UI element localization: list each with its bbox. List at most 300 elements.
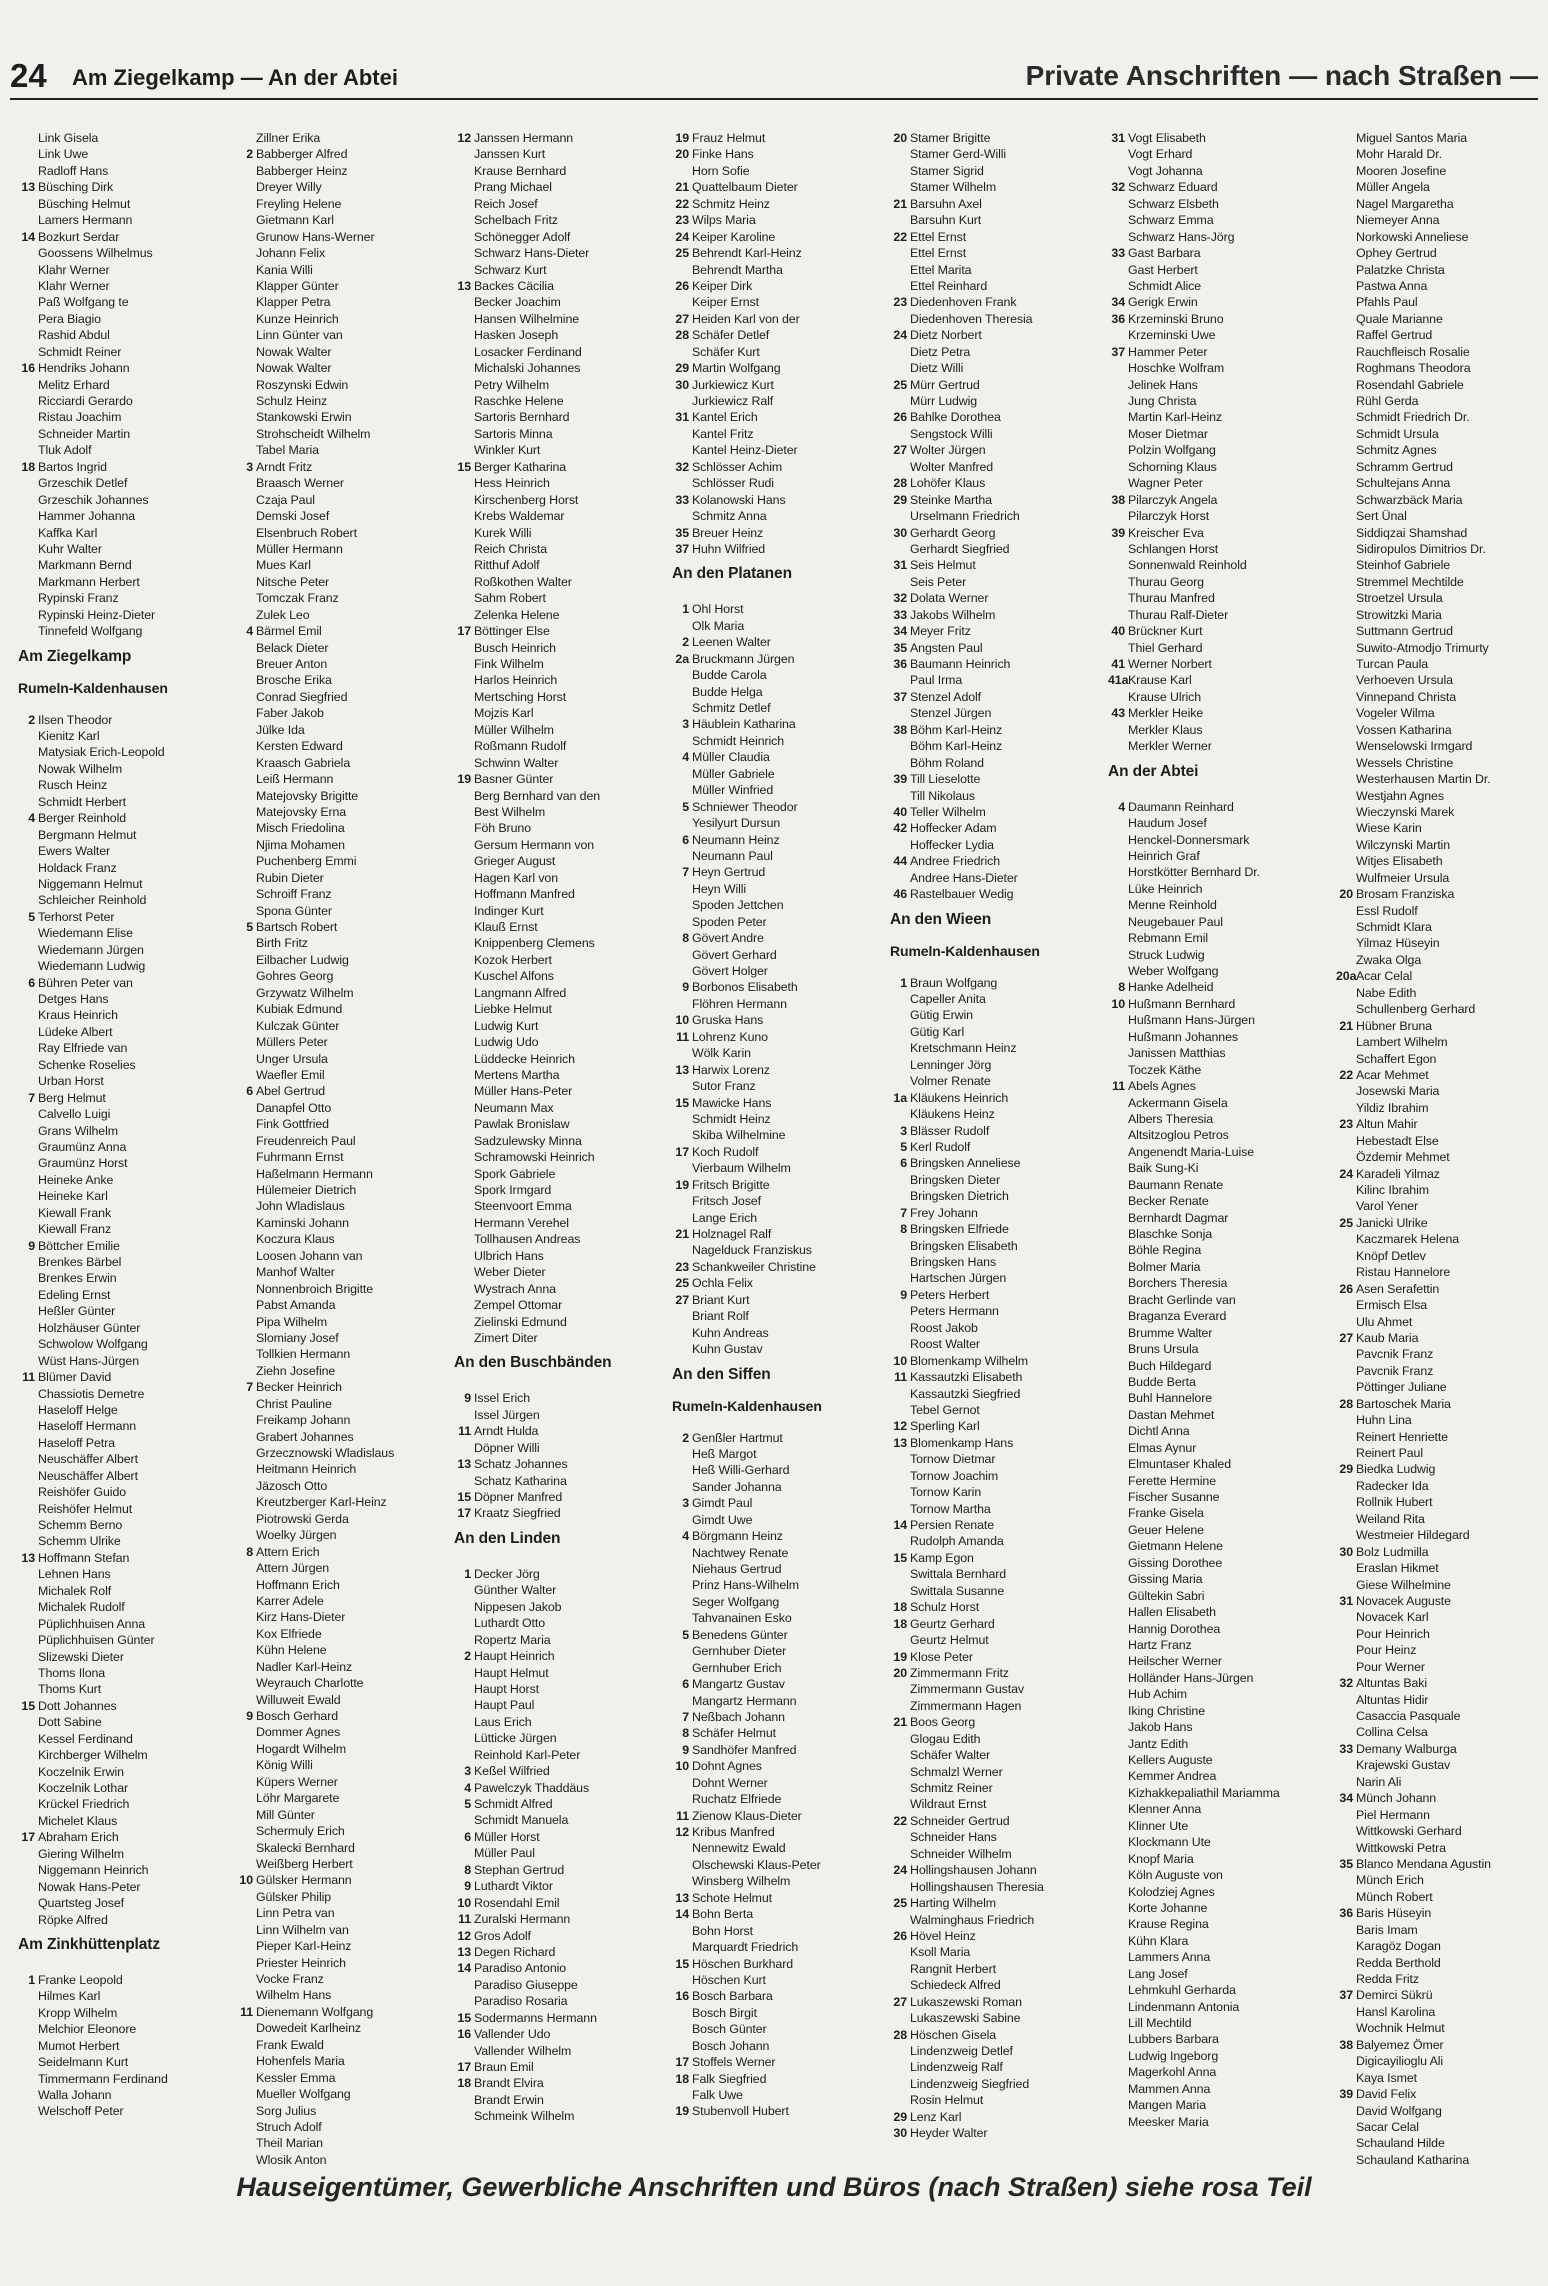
- resident-name: Waefler Emil: [256, 1067, 325, 1082]
- resident-name: Schneider Martin: [38, 426, 131, 441]
- house-number: 3: [464, 1764, 471, 1779]
- resident-name: Lütticke Jürgen: [474, 1731, 557, 1746]
- resident-entry: [454, 442, 664, 458]
- resident-name: Kizhakkepaliathil Mariamma: [1128, 1785, 1280, 1800]
- resident-entry: [18, 810, 228, 826]
- resident-entry: [890, 590, 1100, 606]
- resident-entry: [1336, 475, 1546, 491]
- resident-entry: [1108, 1637, 1318, 1653]
- resident-entry: [18, 1747, 228, 1763]
- resident-entry: [18, 360, 228, 376]
- resident-entry: [18, 1353, 228, 1369]
- resident-entry: [1336, 590, 1546, 606]
- resident-entry: [1336, 1379, 1546, 1395]
- resident-name: Bosch Günter: [692, 2022, 767, 2037]
- resident-entry: [454, 1231, 664, 1247]
- resident-entry: [1108, 672, 1318, 688]
- house-number: 27: [675, 311, 689, 326]
- resident-name: Busch Heinrich: [474, 640, 556, 655]
- resident-name: Steenvoort Emma: [474, 1199, 572, 1214]
- resident-entry: [1108, 1916, 1318, 1932]
- house-number: 20: [1339, 887, 1353, 902]
- resident-name: Kirz Hans-Dieter: [256, 1610, 346, 1625]
- resident-name: Kubiak Edmund: [256, 1002, 343, 1017]
- resident-entry: [1336, 1609, 1546, 1625]
- resident-entry: [1108, 393, 1318, 409]
- resident-entry: [236, 2086, 446, 2102]
- house-number: 18: [21, 459, 35, 474]
- resident-entry: [1336, 1067, 1546, 1083]
- resident-entry: [236, 1166, 446, 1182]
- resident-name: Lüke Heinrich: [1128, 881, 1203, 896]
- resident-name: Krebs Waldemar: [474, 509, 565, 524]
- resident-entry: [890, 1418, 1100, 1434]
- resident-entry: [18, 311, 228, 327]
- resident-entry: [1336, 1133, 1546, 1149]
- resident-entry: [236, 1790, 446, 1806]
- resident-name: Reinert Henriette: [1356, 1429, 1448, 1444]
- resident-entry: [890, 1238, 1100, 1254]
- house-number: 19: [675, 2104, 689, 2119]
- resident-name: Müller Winfried: [692, 783, 774, 798]
- resident-name: Kraasch Gabriela: [256, 755, 351, 770]
- resident-name: Gersum Hermann von: [474, 837, 595, 852]
- resident-entry: [1108, 1653, 1318, 1669]
- resident-name: Hebestadt Else: [1356, 1133, 1439, 1148]
- resident-entry: [1108, 930, 1318, 946]
- house-number: 25: [893, 1896, 907, 1911]
- house-number: 31: [893, 558, 907, 573]
- resident-name: Sonnenwald Reinhold: [1128, 558, 1247, 573]
- resident-entry: [672, 881, 882, 897]
- resident-name: Pawelczyk Thaddäus: [474, 1780, 590, 1795]
- resident-entry: [1336, 689, 1546, 705]
- resident-name: Stoffels Werner: [692, 2055, 776, 2070]
- resident-name: Backes Cäcilia: [474, 278, 554, 293]
- resident-entry: [454, 360, 664, 376]
- resident-name: Seger Wolfgang: [692, 1594, 780, 1609]
- resident-name: Hövel Heinz: [910, 1928, 976, 1943]
- resident-entry: [236, 656, 446, 672]
- resident-name: Theil Marian: [256, 2136, 323, 2151]
- resident-name: Vossen Katharina: [1356, 722, 1452, 737]
- resident-entry: [672, 1062, 882, 1078]
- resident-entry: [1108, 1407, 1318, 1423]
- resident-entry: [890, 870, 1100, 886]
- resident-name: Wochnik Helmut: [1356, 2021, 1445, 2036]
- resident-name: Schmidt Reiner: [38, 344, 122, 359]
- resident-name: Sander Johanna: [692, 1479, 782, 1494]
- resident-name: Schlangen Horst: [1128, 541, 1219, 556]
- resident-name: Falk Uwe: [692, 2088, 743, 2102]
- resident-name: Narin Ali: [1356, 1774, 1402, 1789]
- resident-entry: [454, 146, 664, 162]
- resident-name: Rühl Gerda: [1356, 394, 1419, 408]
- resident-entry: [890, 1073, 1100, 1089]
- resident-name: Seis Helmut: [910, 558, 976, 573]
- resident-entry: [454, 952, 664, 968]
- resident-name: Vierbaum Wilhelm: [692, 1161, 791, 1176]
- resident-entry: [18, 459, 228, 475]
- house-number: 14: [675, 1907, 689, 1922]
- resident-name: Raffel Gertrud: [1356, 328, 1433, 343]
- house-number: 5: [900, 1139, 907, 1154]
- resident-name: Link Uwe: [38, 147, 89, 162]
- resident-entry: [1108, 1242, 1318, 1258]
- resident-name: Kurek Willi: [474, 525, 532, 540]
- resident-name: Franke Leopold: [38, 1972, 123, 1987]
- resident-name: Nachtwey Renate: [692, 1545, 789, 1560]
- resident-name: Fritsch Josef: [692, 1194, 761, 1209]
- resident-name: Schankweiler Christine: [692, 1259, 816, 1274]
- resident-name: Hohenfels Maria: [256, 2054, 345, 2069]
- resident-name: Radecker Ida: [1356, 1478, 1429, 1493]
- resident-name: Krzeminski Bruno: [1128, 311, 1224, 326]
- resident-name: Schwarz Kurt: [474, 262, 547, 277]
- resident-entry: [1108, 1867, 1318, 1883]
- resident-name: Tornow Martha: [910, 1501, 991, 1516]
- resident-name: Schmidt Alfred: [474, 1797, 553, 1811]
- resident-entry: [1336, 935, 1546, 951]
- resident-name: Münch Robert: [1356, 1889, 1433, 1904]
- resident-entry: [1108, 881, 1318, 897]
- resident-name: Hartz Franz: [1128, 1637, 1192, 1652]
- resident-name: Wolter Manfred: [910, 459, 994, 474]
- house-number: 20: [893, 1665, 907, 1680]
- resident-entry: [18, 163, 228, 179]
- resident-entry: [1108, 897, 1318, 913]
- resident-entry: [236, 1955, 446, 1971]
- resident-entry: [18, 1336, 228, 1352]
- resident-entry: [890, 574, 1100, 590]
- resident-entry: [672, 651, 882, 667]
- resident-name: Roost Walter: [910, 1337, 980, 1352]
- resident-name: Wiedemann Elise: [38, 926, 133, 941]
- resident-name: Tebel Gernot: [910, 1402, 980, 1417]
- resident-name: Böttcher Emilie: [38, 1238, 120, 1253]
- resident-name: Kantel Erich: [692, 410, 758, 425]
- resident-name: Kozok Herbert: [474, 952, 552, 967]
- resident-entry: [236, 1018, 446, 1034]
- resident-entry: [454, 525, 664, 541]
- resident-name: Harlos Heinrich: [474, 673, 558, 688]
- house-number: 4: [246, 624, 253, 639]
- resident-entry: [672, 1643, 882, 1659]
- resident-name: Kiewall Franz: [38, 1222, 112, 1237]
- resident-name: Budde Helga: [692, 684, 763, 699]
- resident-name: Bozkurt Serdar: [38, 229, 120, 244]
- resident-name: Kreischer Eva: [1128, 525, 1204, 540]
- resident-name: Heyder Walter: [910, 2126, 988, 2141]
- resident-name: Hess Heinrich: [474, 476, 550, 491]
- resident-name: Barsuhn Axel: [910, 196, 982, 211]
- resident-name: Rosin Helmut: [910, 2093, 984, 2108]
- resident-entry: [890, 804, 1100, 820]
- resident-entry: [1108, 1374, 1318, 1390]
- resident-entry: [1108, 294, 1318, 310]
- resident-entry: [236, 1116, 446, 1132]
- resident-name: Balyemez Ömer: [1356, 2037, 1444, 2052]
- resident-name: Welschoff Peter: [38, 2104, 124, 2119]
- resident-entry: [236, 1281, 446, 1297]
- resident-name: Linn Günter van: [256, 328, 343, 343]
- resident-name: Frey Johann: [910, 1205, 978, 1220]
- resident-entry: [1108, 1604, 1318, 1620]
- resident-name: Nadler Karl-Heinz: [256, 1659, 353, 1674]
- resident-name: Schulz Heinz: [256, 394, 328, 408]
- resident-name: Weyrauch Charlotte: [256, 1676, 364, 1691]
- resident-entry: [890, 2010, 1100, 2026]
- resident-entry: [890, 2125, 1100, 2141]
- resident-entry: [454, 163, 664, 179]
- resident-entry: [1108, 607, 1318, 623]
- resident-entry: [236, 1872, 446, 1888]
- resident-name: Demirci Sükrü: [1356, 1988, 1433, 2003]
- resident-name: Ettel Marita: [910, 262, 972, 277]
- directory-column: [18, 130, 228, 2170]
- resident-entry: [1336, 1116, 1546, 1132]
- resident-name: Arndt Hulda: [474, 1424, 539, 1439]
- resident-entry: [1336, 755, 1546, 771]
- house-number: 6: [682, 1677, 689, 1692]
- resident-name: Slomiany Josef: [256, 1330, 339, 1345]
- resident-entry: [1336, 1708, 1546, 1724]
- house-number: 30: [1339, 1544, 1353, 1559]
- resident-entry: [672, 684, 882, 700]
- resident-name: Bergmann Helmut: [38, 827, 137, 842]
- resident-entry: [18, 1451, 228, 1467]
- resident-entry: [236, 2070, 446, 2086]
- resident-entry: [1336, 722, 1546, 738]
- resident-name: Jantz Edith: [1128, 1736, 1189, 1751]
- resident-entry: [454, 804, 664, 820]
- resident-name: Reishöfer Guido: [38, 1485, 127, 1500]
- resident-entry: [1108, 1785, 1318, 1801]
- house-number: 15: [457, 459, 471, 474]
- resident-entry: [672, 1939, 882, 1955]
- resident-name: John Wladislaus: [256, 1199, 345, 1214]
- resident-name: Bracht Gerlinde van: [1128, 1292, 1236, 1307]
- resident-entry: [454, 738, 664, 754]
- resident-entry: [1336, 1938, 1546, 1954]
- resident-name: Merkler Werner: [1128, 739, 1212, 754]
- resident-name: Quattelbaum Dieter: [692, 180, 798, 195]
- resident-name: Dienemann Wolfgang: [256, 2004, 374, 2019]
- resident-name: Ulu Ahmet: [1356, 1314, 1413, 1329]
- resident-name: Lang Josef: [1128, 1966, 1188, 1981]
- resident-name: Westmeier Hildegard: [1356, 1528, 1470, 1543]
- resident-entry: [454, 607, 664, 623]
- resident-entry: [454, 1632, 664, 1648]
- resident-name: Bruckmann Jürgen: [692, 651, 795, 666]
- resident-name: Hallen Elisabeth: [1128, 1605, 1216, 1620]
- resident-entry: [672, 1791, 882, 1807]
- resident-entry: [454, 492, 664, 508]
- resident-entry: [18, 1764, 228, 1780]
- resident-entry: [454, 426, 664, 442]
- resident-name: Gülsker Philip: [256, 1889, 332, 1904]
- resident-name: Ruchatz Elfriede: [692, 1792, 782, 1807]
- resident-name: Nabe Edith: [1356, 985, 1417, 1000]
- resident-name: Pawlak Bronislaw: [474, 1117, 570, 1132]
- resident-entry: [1108, 409, 1318, 425]
- house-number: 22: [1339, 1067, 1353, 1082]
- resident-name: Baik Sung-Ki: [1128, 1161, 1199, 1176]
- resident-entry: [1108, 1736, 1318, 1752]
- resident-entry: [1336, 1642, 1546, 1658]
- street-heading: An der Abtei: [1108, 762, 1199, 780]
- resident-entry: [672, 1758, 882, 1774]
- resident-entry: [18, 1287, 228, 1303]
- resident-entry: [672, 1226, 882, 1242]
- resident-entry: [454, 919, 664, 935]
- house-number: 23: [675, 213, 689, 228]
- resident-name: Suwito-Atmodjo Trimurty: [1356, 640, 1489, 655]
- resident-name: Basner Günter: [474, 772, 554, 787]
- resident-name: Röpke Alfred: [38, 1912, 108, 1927]
- resident-entry: [1336, 1971, 1546, 1987]
- resident-entry: [890, 1353, 1100, 1369]
- resident-name: Jelinek Hans: [1128, 377, 1198, 392]
- resident-entry: [1108, 1358, 1318, 1374]
- resident-entry: [18, 344, 228, 360]
- resident-entry: [1336, 1593, 1546, 1609]
- resident-entry: [1336, 2037, 1546, 2053]
- resident-entry: [1336, 1494, 1546, 1510]
- house-number: 9: [28, 1238, 35, 1253]
- resident-entry: [672, 1512, 882, 1528]
- resident-entry: [672, 212, 882, 228]
- resident-entry: [236, 327, 446, 343]
- resident-entry: [18, 475, 228, 491]
- resident-entry: [236, 919, 446, 935]
- resident-name: Frauz Helmut: [692, 131, 766, 145]
- house-number: 16: [457, 2027, 471, 2042]
- resident-entry: [1108, 377, 1318, 393]
- resident-entry: [1108, 1177, 1318, 1193]
- resident-name: Ackermann Gisela: [1128, 1095, 1228, 1110]
- resident-entry: [672, 1988, 882, 2004]
- resident-name: Kraus Heinrich: [38, 1008, 118, 1023]
- house-number: 13: [675, 1062, 689, 1077]
- resident-name: Bringsken Anneliese: [910, 1156, 1021, 1171]
- resident-name: Calvello Luigi: [38, 1107, 111, 1122]
- resident-name: Swittala Bernhard: [910, 1567, 1007, 1582]
- resident-entry: [18, 1681, 228, 1697]
- house-number: 24: [1339, 1166, 1353, 1181]
- resident-name: Quale Marianne: [1356, 311, 1443, 326]
- house-number: 11: [676, 1029, 689, 1044]
- resident-name: Hußmann Bernhard: [1128, 996, 1236, 1011]
- resident-name: Kemmer Andrea: [1128, 1769, 1217, 1784]
- resident-entry: [672, 848, 882, 864]
- resident-name: Rypinski Heinz-Dieter: [38, 607, 156, 622]
- resident-entry: [236, 541, 446, 557]
- resident-name: Schwarz Emma: [1128, 213, 1214, 228]
- resident-entry: [672, 979, 882, 995]
- resident-entry: [236, 1051, 446, 1067]
- resident-entry: [672, 1709, 882, 1725]
- resident-name: Hilmes Karl: [38, 1989, 101, 2004]
- resident-entry: [18, 909, 228, 925]
- resident-entry: [672, 525, 882, 541]
- resident-entry: [454, 1182, 664, 1198]
- house-number: 12: [893, 1419, 907, 1434]
- resident-entry: [890, 1681, 1100, 1697]
- resident-name: Holdack Franz: [38, 860, 117, 875]
- resident-entry: [18, 1221, 228, 1237]
- resident-entry: [454, 640, 664, 656]
- house-number: 1a: [893, 1090, 907, 1105]
- resident-name: Horn Sofie: [692, 163, 750, 178]
- house-number: 22: [893, 1813, 907, 1828]
- resident-name: Gernhuber Erich: [692, 1660, 782, 1675]
- resident-name: Hagen Karl von: [474, 870, 559, 885]
- resident-entry: [672, 377, 882, 393]
- resident-name: Holzhäuser Günter: [38, 1320, 141, 1335]
- resident-name: Klapper Günter: [256, 278, 339, 293]
- house-number: 33: [1111, 246, 1125, 261]
- resident-entry: [454, 1248, 664, 1264]
- house-number: 4: [682, 1529, 689, 1544]
- resident-entry: [1336, 179, 1546, 195]
- resident-entry: [672, 1160, 882, 1176]
- house-number: 25: [1339, 1215, 1353, 1230]
- house-number: 12: [675, 1825, 689, 1839]
- resident-entry: [1108, 738, 1318, 754]
- resident-name: Dietz Norbert: [910, 328, 982, 343]
- resident-entry: [890, 1566, 1100, 1582]
- resident-entry: [672, 1775, 882, 1791]
- resident-entry: [1108, 1029, 1318, 1045]
- resident-entry: [1336, 1034, 1546, 1050]
- house-number: 13: [457, 1944, 471, 1959]
- resident-name: Arndt Fritz: [256, 459, 313, 474]
- house-number: 34: [1111, 295, 1125, 310]
- resident-entry: [18, 1172, 228, 1188]
- resident-name: Neumann Paul: [692, 848, 773, 863]
- resident-name: Jäzosch Otto: [256, 1478, 328, 1493]
- resident-entry: [672, 618, 882, 634]
- resident-name: Lill Mechtild: [1128, 2016, 1192, 2030]
- resident-entry: [18, 1501, 228, 1517]
- resident-name: Terhorst Peter: [38, 909, 115, 924]
- resident-name: Müller Claudia: [692, 750, 770, 765]
- resident-entry: [1336, 2070, 1546, 2086]
- resident-name: Neuschäffer Albert: [38, 1452, 138, 1467]
- resident-entry: [18, 1139, 228, 1155]
- resident-entry: [1108, 1390, 1318, 1406]
- resident-entry: [1336, 459, 1546, 475]
- resident-name: Birth Fritz: [256, 936, 308, 951]
- resident-name: Lammers Anna: [1128, 1950, 1211, 1965]
- resident-entry: [890, 1501, 1100, 1517]
- resident-name: Grans Wilhelm: [38, 1123, 118, 1138]
- resident-name: Kühn Klara: [1128, 1933, 1189, 1948]
- running-head-right: Private Anschriften — nach Straßen —: [1025, 60, 1538, 91]
- resident-name: Wildraut Ernst: [910, 1797, 987, 1812]
- resident-entry: [890, 1731, 1100, 1747]
- resident-entry: [454, 689, 664, 705]
- resident-entry: [1108, 278, 1318, 294]
- house-number: 13: [457, 278, 471, 293]
- resident-entry: [454, 1473, 664, 1489]
- resident-entry: [890, 1994, 1100, 2010]
- house-number: 5: [682, 799, 689, 814]
- house-number: 17: [457, 1506, 471, 1521]
- resident-entry: [236, 1724, 446, 1740]
- resident-name: Blanco Mendana Agustin: [1356, 1856, 1491, 1871]
